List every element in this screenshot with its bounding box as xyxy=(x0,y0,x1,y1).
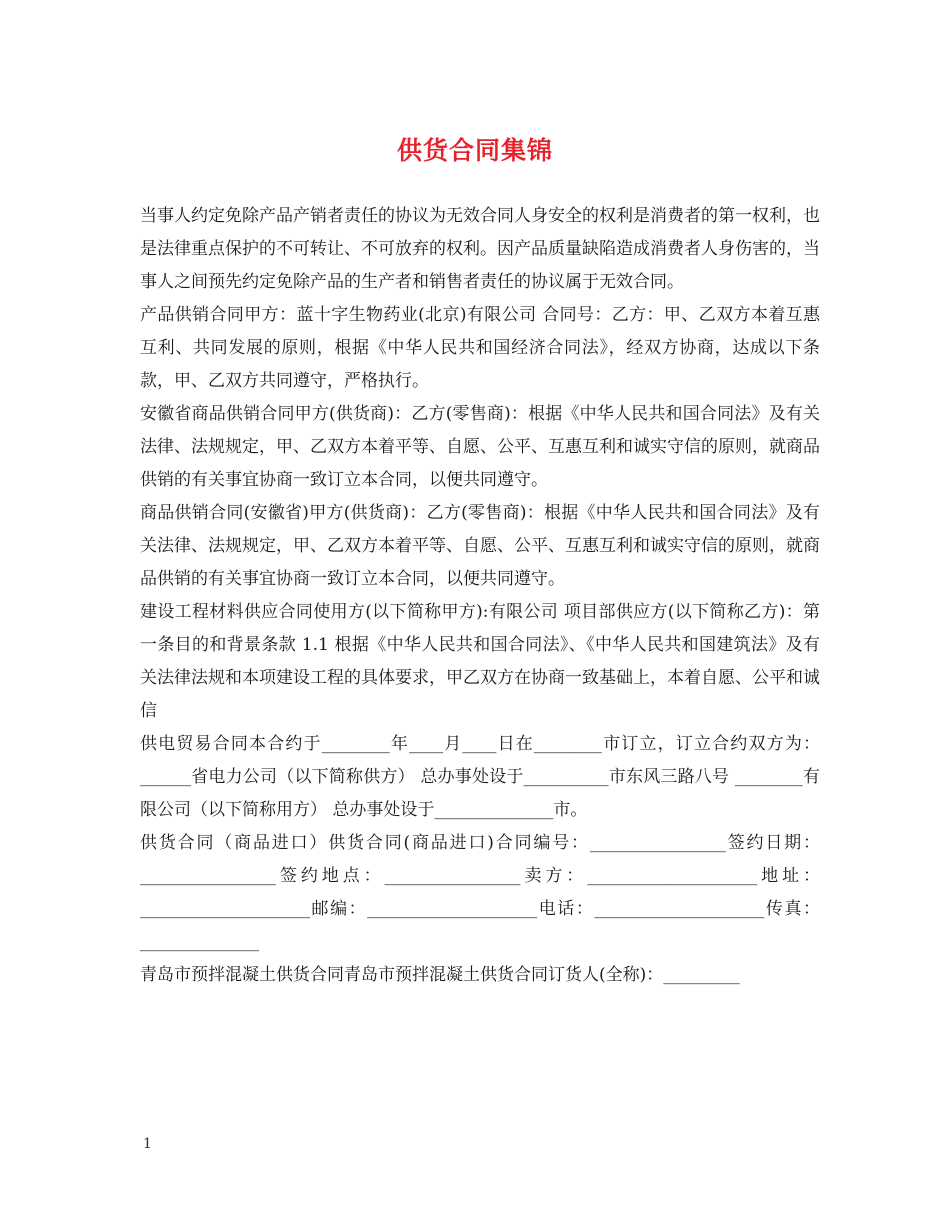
paragraph-anhui-supply-contract-2: 商品供销合同(安徽省)甲方(供货商)：乙方(零售商)：根据《中华人民共和国合同法》及有关法律、法规规定，甲、乙双方本着平等、自愿、公平、互惠互利和诚实守信的原则，就商品供销的有关事宜协商一致订立本合同，以便共同遵守。 xyxy=(140,503,820,589)
paragraph-import-supply: 供货合同（商品进口）供货合同(商品进口)合同编号：________________签约日期：________________签约地点：________________卖方：____________________地址：____________________邮编：____________________电话：____________________传真：______________ xyxy=(140,833,820,952)
paragraph-disclaimer: 当事人约定免除产品产销者责任的协议为无效合同人身安全的权利是消费者的第一权利，也是法律重点保护的不可转让、不可放弃的权利。因产品质量缺陷造成消费者人身伤害的，当事人之间预先约定免除产品的生产者和销售者责任的协议属于无效合同。 xyxy=(140,206,820,292)
paragraph-product-supply-contract: 产品供销合同甲方：蓝十字生物药业(北京)有限公司 合同号：乙方：甲、乙双方本着互惠互利、共同发展的原则，根据《中华人民共和国经济合同法》，经双方协商，达成以下条款，甲、乙双方共同遵守，严格执行。 xyxy=(140,305,820,391)
document-title: 供货合同集锦 xyxy=(396,136,553,165)
document-body xyxy=(140,200,820,992)
paragraph-qingdao-concrete: 青岛市预拌混凝土供货合同青岛市预拌混凝土供货合同订货人(全称)：_________ xyxy=(140,965,740,985)
paragraph-construction-materials: 建设工程材料供应合同使用方(以下简称甲方):有限公司 项目部供应方(以下简称乙方)：第一条目的和背景条款 1.1 根据《中华人民共和国合同法》、《中华人民共和国建筑法》及有关法律法规和本项建设工程的具体要求，甲乙双方在协商一致基础上，本着自愿、公平和诚信 xyxy=(140,602,820,721)
page-number: 1 xyxy=(143,1136,152,1152)
paragraph-electricity-trade: 供电贸易合同本合约于________年____月____日在________市订立，订立合约双方为： ______省电力公司（以下简称供方） 总办事处设于__________市东风三路八号 ________有限公司（以下简称用方） 总办事处设于______________市。 xyxy=(140,734,820,820)
paragraph-anhui-supply-contract: 安徽省商品供销合同甲方(供货商)：乙方(零售商)：根据《中华人民共和国合同法》及有关法律、法规规定，甲、乙双方本着平等、自愿、公平、互惠互利和诚实守信的原则，就商品供销的有关事宜协商一致订立本合同，以便共同遵守。 xyxy=(140,404,820,490)
